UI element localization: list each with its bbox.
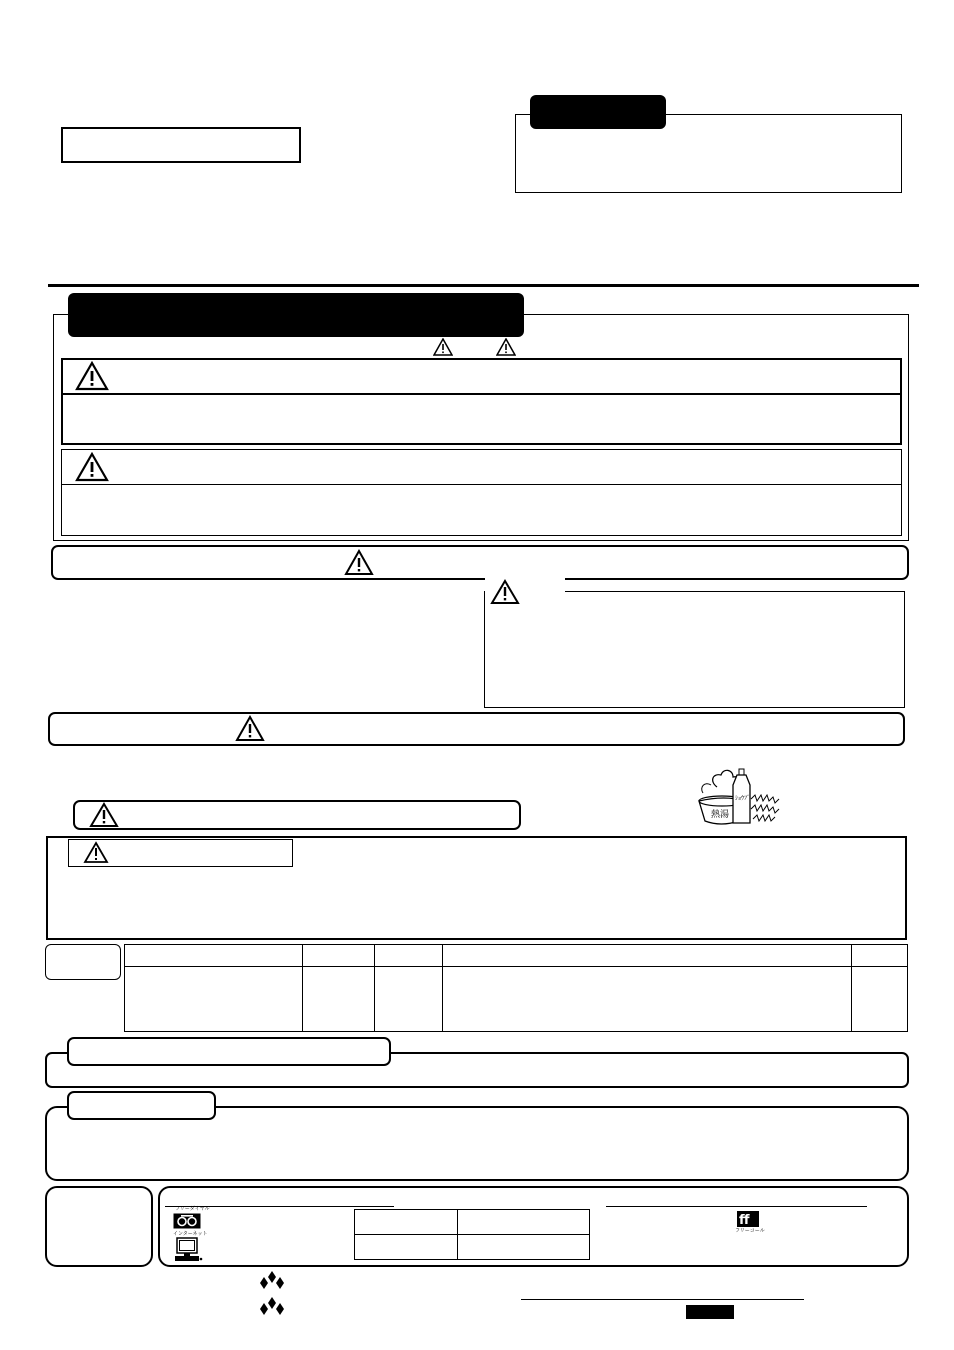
contact-right-rule <box>606 1206 867 1207</box>
spec-value-cell <box>303 967 375 1032</box>
internet-computer-icon <box>175 1237 203 1267</box>
usage-caution-bar <box>48 712 905 746</box>
free-call-label: フリーコール <box>735 1228 765 1234</box>
contact-table <box>354 1209 590 1260</box>
spec-header-cell <box>443 945 852 967</box>
spec-value-cell <box>125 967 303 1032</box>
installation-caution-bar <box>51 545 909 580</box>
safety-section-title-tab <box>68 293 524 337</box>
internet-label: インターネット <box>173 1231 208 1237</box>
side-caution-box <box>484 591 905 708</box>
section-divider <box>48 284 919 287</box>
service-box-tab <box>67 1091 216 1120</box>
spec-header-cell <box>852 945 908 967</box>
svg-text:ff: ff <box>739 1213 750 1227</box>
cleaning-illustration <box>695 765 785 829</box>
warning-triangle-icon <box>496 338 516 356</box>
warning-triangle-icon <box>75 361 109 391</box>
warning-triangle-icon <box>490 579 520 605</box>
bottle-text: ｼｮｳﾌﾞ <box>735 795 751 802</box>
warning-triangle-icon <box>433 338 453 356</box>
spec-value-cell <box>852 967 908 1032</box>
spec-header-cell <box>125 945 303 967</box>
info-bar-tab <box>67 1037 391 1066</box>
product-name-box <box>61 127 301 163</box>
notice-box-tab <box>530 95 666 129</box>
warning-triangle-icon <box>235 715 265 742</box>
caution-divider <box>61 484 902 485</box>
contact-label-box <box>45 1186 153 1267</box>
contact-cell <box>458 1235 590 1260</box>
spec-label-box <box>45 944 121 980</box>
free-dial-label: フリーダイヤル <box>175 1206 210 1212</box>
maintenance-title-bar <box>73 800 521 830</box>
warning-triangle-icon <box>83 841 109 864</box>
footer-rule <box>521 1299 804 1300</box>
spec-value-cell <box>375 967 443 1032</box>
spec-header-cell <box>303 945 375 967</box>
warning-header-row <box>61 358 902 395</box>
spec-header-cell <box>375 945 443 967</box>
three-diamond-logo <box>259 1271 285 1299</box>
three-diamond-logo <box>259 1297 285 1325</box>
contact-cell <box>458 1210 590 1235</box>
spec-table <box>124 944 908 1032</box>
spec-value-cell <box>443 967 852 1032</box>
footer-black-badge <box>686 1305 734 1319</box>
warning-triangle-icon <box>344 549 374 576</box>
basin-text: 熱湯 <box>711 810 730 820</box>
caution-block <box>61 449 902 536</box>
warning-triangle-icon <box>89 802 119 828</box>
free-dial-phone-icon <box>173 1213 201 1233</box>
contact-cell <box>355 1210 458 1235</box>
warning-triangle-icon <box>75 452 109 482</box>
warning-content-box <box>61 393 902 445</box>
contact-cell <box>355 1235 458 1260</box>
